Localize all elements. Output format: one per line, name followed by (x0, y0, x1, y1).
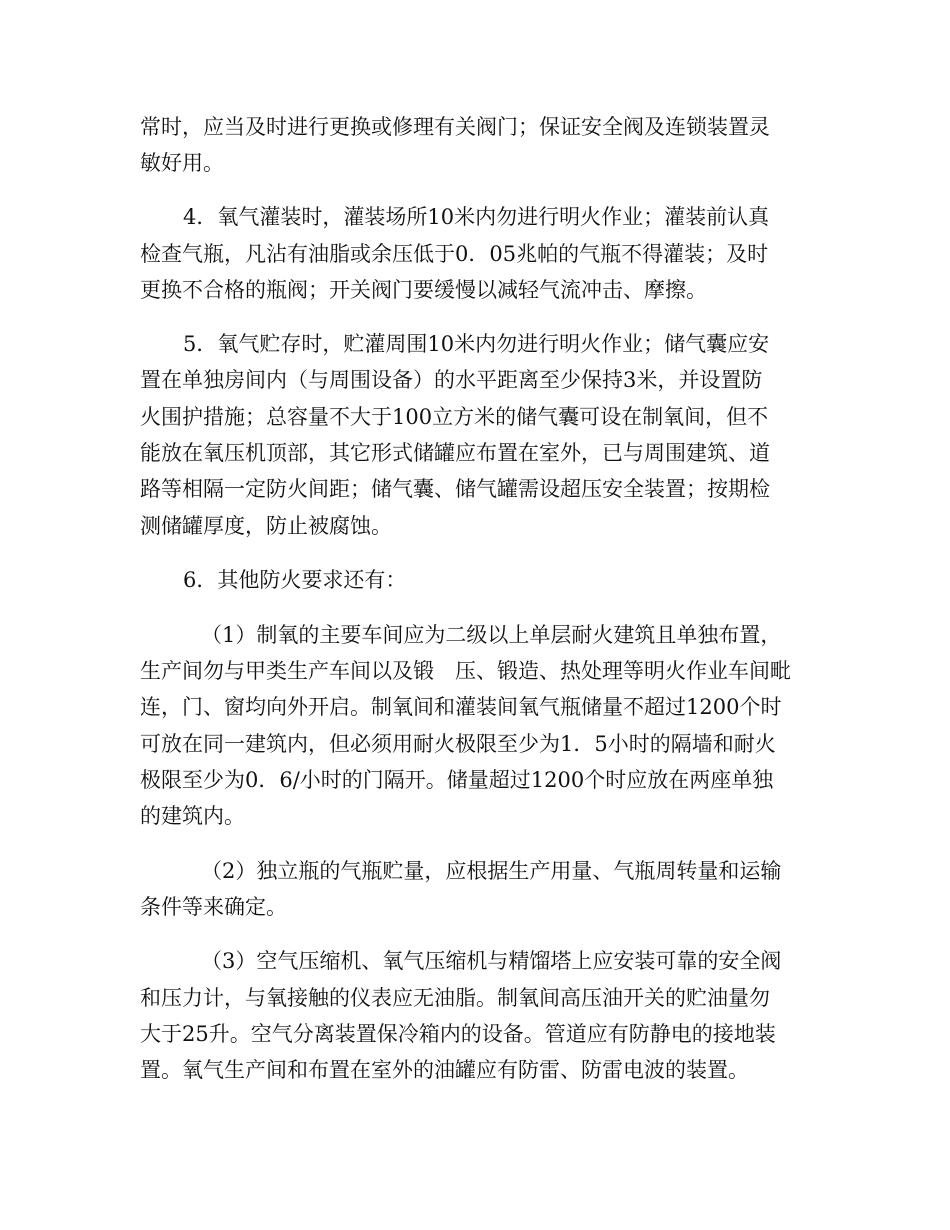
text-line: 生产间勿与甲类生产车间以及锻 压、锻造、热处理等明火作业车间毗 (140, 659, 791, 683)
text-line: 的建筑内。 (140, 804, 245, 828)
text-line: 极限至少为0．6/小时的门隔开。储量超过1200个时应放在两座单独 (140, 768, 774, 792)
text-line: 更换不合格的瓶阀；开关阀门要缓慢以减轻气流冲击、摩擦。 (140, 278, 707, 302)
text-line: 检查气瓶，凡沾有油脂或余压低于0．05兆帕的气瓶不得灌装；及时 (140, 242, 769, 266)
text-line: 置在单独房间内（与周围设备）的水平距离至少保持3米，并设置防 (140, 368, 763, 392)
text-line: 敏好用。 (140, 151, 224, 175)
text-line: （3）空气压缩机、氧气压缩机与精馏塔上应安装可靠的安全阀 (201, 949, 782, 973)
text-line: 常时，应当及时进行更换或修理有关阀门；保证安全阀及连锁装置灵 (140, 115, 770, 139)
text-line: 5．氧气贮存时，贮灌周围10米内勿进行明火作业；储气囊应安 (183, 332, 770, 356)
text-line: 4．氧气灌装时，灌装场所10米内勿进行明火作业；灌装前认真 (183, 205, 770, 229)
text-line: 测储罐厚度，防止被腐蚀。 (140, 514, 392, 538)
text-line: 和压力计，与氧接触的仪表应无油脂。制氧间高压油开关的贮油量勿 (140, 986, 770, 1010)
text-line: 置。氧气生产间和布置在室外的油罐应有防雷、防雷电波的装置。 (140, 1058, 749, 1082)
text-line: （1）制氧的主要车间应为二级以上单层耐火建筑且单独布置， (201, 623, 782, 647)
text-line: （2）独立瓶的气瓶贮量，应根据生产用量、气瓶周转量和运输 (201, 859, 782, 883)
text-line: 条件等来确定。 (140, 895, 287, 919)
text-line: 可放在同一建筑内，但必须用耐火极限至少为1．5小时的隔墙和耐火 (140, 732, 776, 756)
text-line: 路等相隔一定防火间距；储气囊、储气罐需设超压安全装置；按期检 (140, 477, 770, 501)
text-line: 能放在氧压机顶部，其它形式储罐应布置在室外，已与周围建筑、道 (140, 441, 770, 465)
text-line: 火围护措施；总容量不大于100立方米的储气囊可设在制氧间，但不 (140, 405, 769, 429)
text-line: 6．其他防火要求还有： (183, 568, 407, 592)
text-line: 大于25升。空气分离装置保冷箱内的设备。管道应有防静电的接地装 (140, 1022, 776, 1046)
text-line: 连，门、窗均向外开启。制氧间和灌装间氧气瓶储量不超过1200个时 (140, 695, 782, 719)
